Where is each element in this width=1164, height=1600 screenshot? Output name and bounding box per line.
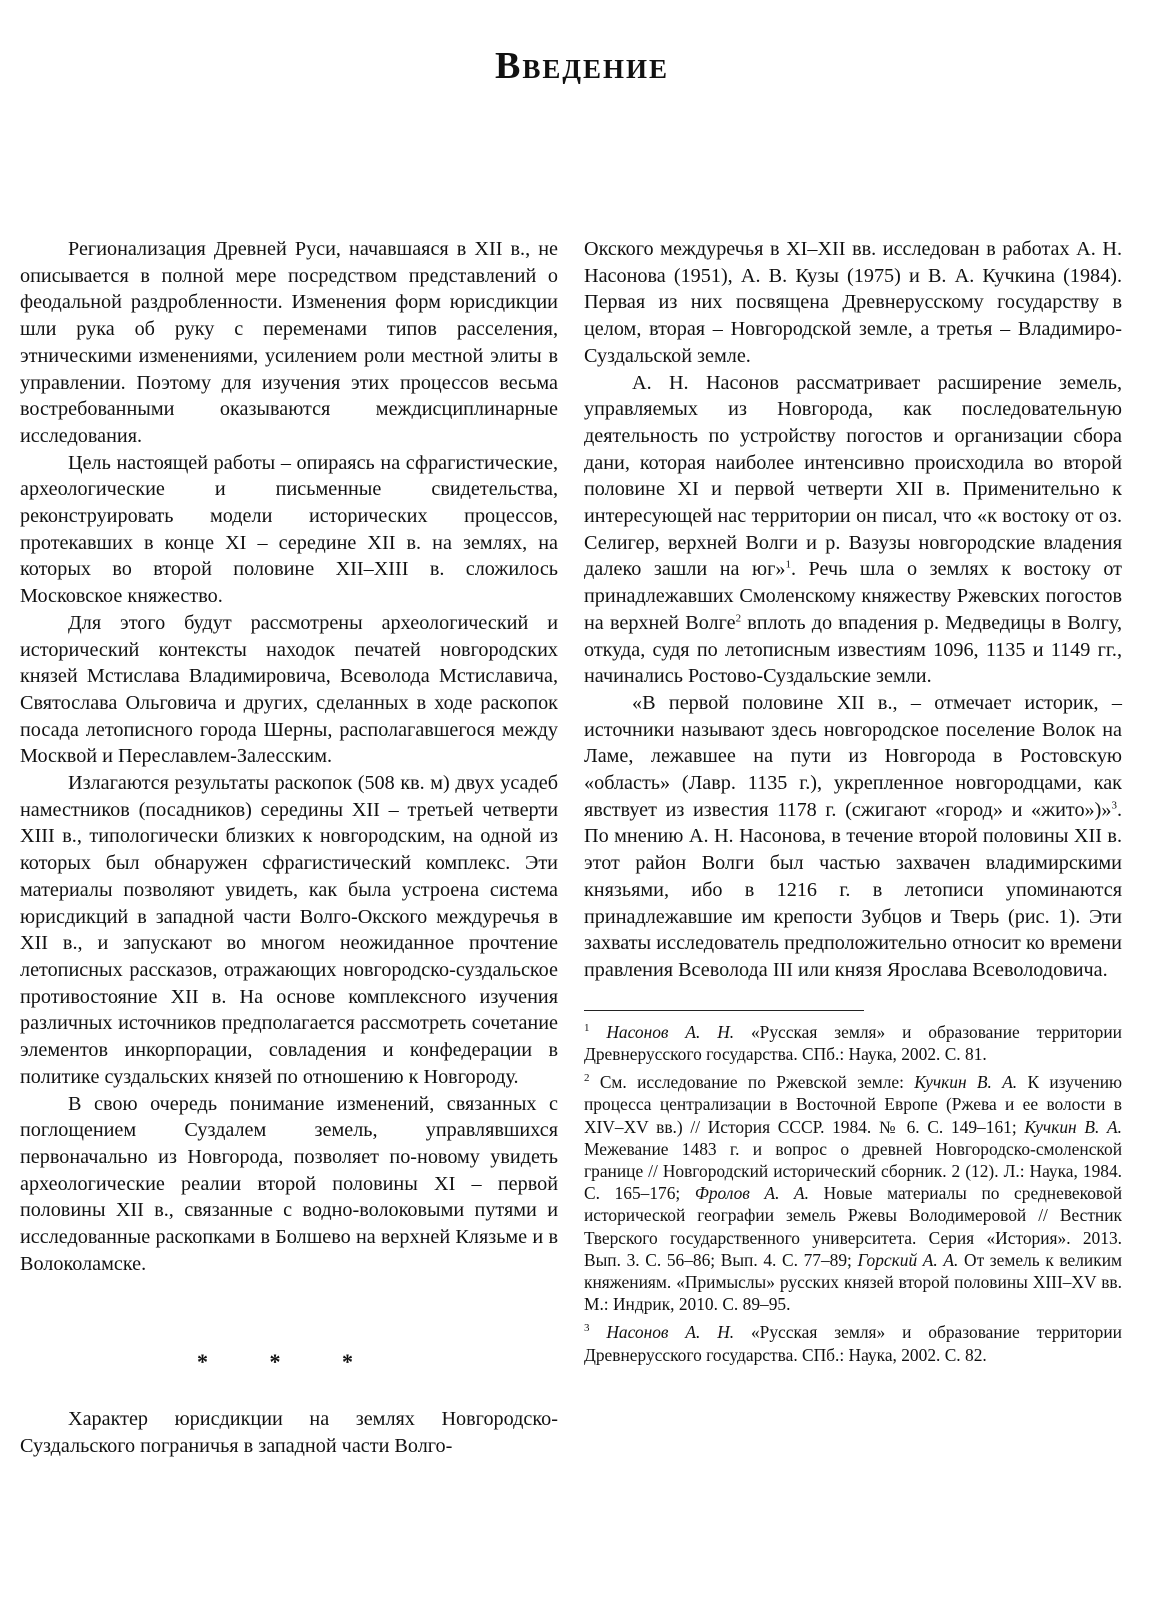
paragraph-text: А. Н. Насонов рассматривает расширение земель, управляемых из Новгорода, как последовательную деятельность по устройству погостов и организации сбора дани, которая наиболее интенсивно происходила во второй половине XI и первой четверти XII в. Применительно к интересующей нас территории он писал, что «к востоку от оз. Селигер, верхней Волги и р. Вазузы новгородские владения далеко зашли на юг» [584,371,1122,581]
footnote-text: Новые материалы по средневековой исторической географии земель Ржевы Володимеровой // Вестник Тверского государственного университета. Серия «История». 2013. Вып. 3. С. 56–86; Вып. 4. С. 77–89; [584,1183,1123,1270]
paragraph-text: «В первой половине XII в., – отмечает историк, – источники называют здесь новгородское поселение Волок на Ламе, лежавшее на пути из Новгорода в Ростовскую «область» (Лавр. 1135 г.), укрепленное новгородцами, как явствует из известия 1178 г. (сжигают «город» и «жито»)» [584,691,1122,821]
footnote-number: 3 [584,1322,590,1335]
paragraph-text: . Речь шла о землях к востоку от принадлежавших Смоленскому княжеству Ржевских погостов на верхней Волге [584,558,1122,634]
paragraph: Окского междуречья в XI–XII вв. исследован в работах А. Н. Насонова (1951), А. В. Кузы (1975) и В. А. Кучкина (1984). Первая из них посвящена Древнерусскому государству в целом, вторая – Новгородской земле, а третья – Владимиро-Суздальской земле. [584,238,1122,367]
paragraph: Характер юрисдикции на землях Новгородско-Суздальского пограничья в западной части Волго- [20,1408,558,1457]
footnote [584,1071,1122,1315]
footnote-ref: 3 [1111,799,1117,812]
footnote-text: Межевание 1483 г. и вопрос о древней Новгородско-смоленской границе // Новгородский исторический сборник. 2 (12). Л.: Наука, 1984. С. 165–176; [584,1138,1122,1204]
footnote-divider [584,1010,864,1011]
footnote [584,1321,1122,1365]
chapter-title: Введение [495,45,669,87]
footnote-text: См. исследование по Ржевской земле: [589,1072,915,1093]
footnote-author: Горский А. А. [857,1249,959,1270]
footnote-text: От земель к великим княжениям. «Примыслы» русских князей второй половины XIII–XV вв. М.: Индрик, 2010. С. 89–95. [584,1249,1123,1315]
paragraph: Для этого будут рассмотрены археологический и исторический контексты находок печатей новгородских князей Мстислава Владимировича, Всеволода Мстиславича, Святослава Ольговича и других, сделанных в ходе раскопок посада летописного города Шерны, располагавшегося между Москвой и Переславлем-Залесским. [20,611,558,768]
footnote-number: 1 [584,1021,590,1034]
paragraph: В свою очередь понимание изменений, связанных с поглощением Суздалем земель, управлявшихся первоначально из Новгорода, позволяет по-новому увидеть археологические реалии второй половины XI – первой половины XII в., связанные с водно-волоковыми путями и исследованные раскопками в Болшево на верхней Клязьме и в Волоколамске. [20,1092,558,1275]
footnote-author: Насонов А. Н. [606,1322,735,1343]
footnote-author: Кучкин В. А. [1024,1116,1122,1137]
paragraph-text: вплоть до впадения р. Медведицы в Волгу, откуда, судя по летописным известиям 1096, 1135 и 1149 гг., начинались Ростово-Суздальские земли. [584,611,1123,688]
footnote-author: Насонов А. Н. [606,1021,735,1042]
footnote-author: Фролов А. А. [694,1183,810,1204]
paragraph: Излагаются результаты раскопок (508 кв. м) двух усадеб наместников (посадников) середины XII – третьей четверти XIII в., типологически близких к новгородским, на одной из которых был обнаружен сфрагистический комплекс. Эти материалы позволяют увидеть, как была устроена система юрисдикций в западной части Волго-Окского междуречья в XII в., и запускают во многом неожиданное прочтение летописных рассказов, отражающих новгородско-суздальское противостояние XII в. На основе комплексного изучения различных источников предполагается рассмотреть сочетание элементов инкорпорации, совладения и конфедерации в политике суздальских князей по отношению к Новгороду. [20,772,558,1088]
footnote-ref: 1 [785,558,791,571]
footnote-ref: 2 [735,612,742,625]
footnote-author: Кучкин В. А. [914,1072,1018,1093]
paragraph: Регионализация Древней Руси, начавшаяся в XII в., не описывается в полной мере посредством представлений о феодальной раздробленности. Изменения форм юрисдикции шли рука об руку с переменами типов расселения, этническими изменениями, усилением роли местной элиты в управлении. Поэтому для изучения этих процессов весьма востребованными оказываются междисциплинарные исследования. [20,238,558,447]
footnote [584,1021,1122,1065]
footnote-text: «Русская земля» и образование территории Древнерусского государства. СПб.: Наука, 2002. С. 82. [584,1322,1122,1365]
paragraph [584,370,1122,690]
left-column [20,236,558,1460]
footnote-number: 2 [584,1072,590,1085]
paragraph: Цель настоящей работы – опираясь на сфрагистические, археологические и письменные свидетельства, реконструировать модели исторических процессов, протекавших в конце XI – середине XII в. на землях, на которых во второй половине XII–XIII в. сложилось Московское княжество. [20,451,558,608]
section-separator: * * * [197,1349,381,1375]
right-column [584,236,1122,1372]
footnote-text: «Русская земля» и образование территории Древнерусского государства. СПб.: Наука, 2002. С. 81. [584,1021,1122,1064]
paragraph-text: . По мнению А. Н. Насонова, в течение второй половины XII в. этот район Волги был частью захвачен владимирскими князьями, ибо в 1216 г. в летописи упоминаются принадлежавшие им крепости Зубцов и Тверь (рис. 1). Эти захваты исследователь предположительно относит ко времени правления Всеволода III или князя Ярослава Всеволодовича. [584,798,1122,981]
paragraph [584,690,1122,984]
footnote-text: К изучению процесса централизации в Восточной Европе (Ржева и ее волости в XIV–XV вв.) // История СССР. 1984. № 6. С. 149–161; [584,1072,1122,1137]
